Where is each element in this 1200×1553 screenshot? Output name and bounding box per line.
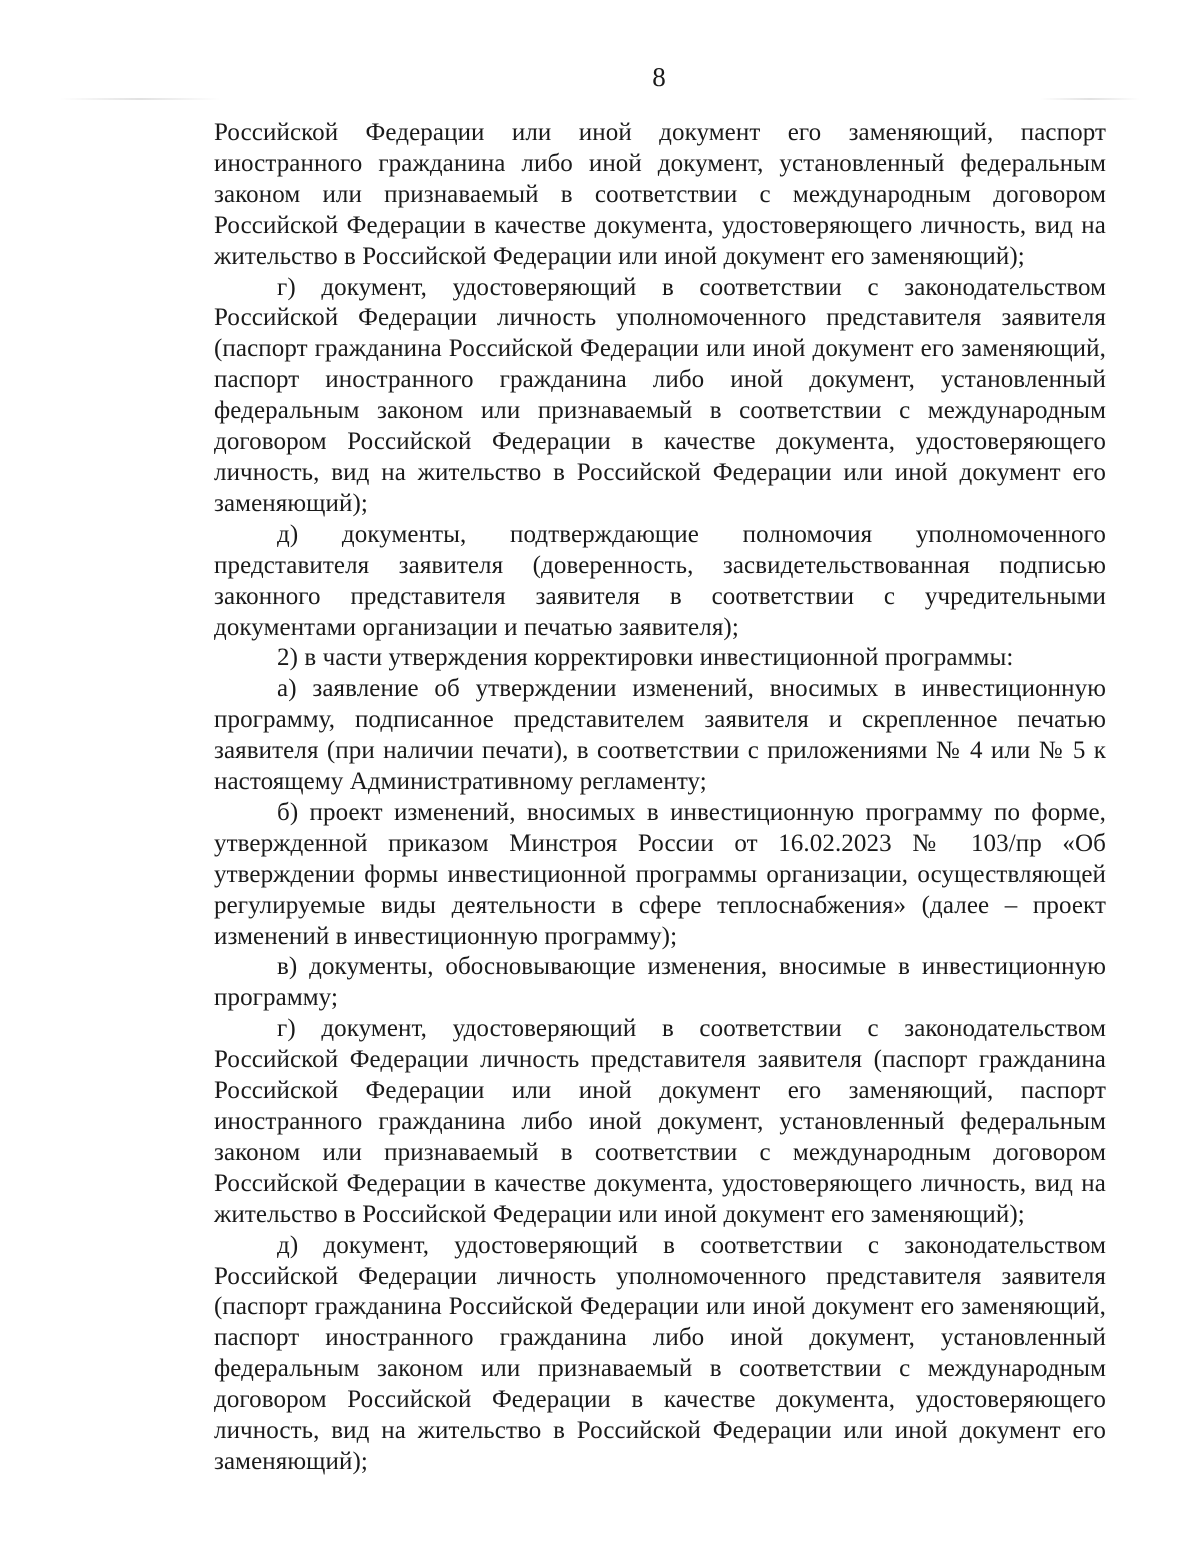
paragraph-item-d-first: д) документы, подтверждающие полномочия уполномоченного представителя заявителя (доверенность, засвидетельствованная подписью законного представителя заявителя в соответствии с учредительными документами организации и печатью заявителя);: [214, 520, 1106, 641]
paragraph-item-g-first: г) документ, удостоверяющий в соответствии с законодательством Российской Федерации личность уполномоченного представителя заявителя (паспорт гражданина Российской Федерации или иной документ его заменяющий, паспорт иностранного гражданина либо иной документ, установленный федеральным законом или признаваемый в соответствии с международным договором Российской Федерации в качестве документа, удостоверяющего личность, вид на жительство в Российской Федерации или иной документ его заменяющий);: [214, 273, 1106, 517]
paragraph-section-2: 2) в части утверждения корректировки инвестиционной программы:: [277, 644, 1014, 672]
paragraph-continuation: Российской Федерации или иной документ его заменяющий, паспорт иностранного гражданина либо иной документ, установленный федеральным законом или признаваемый в соответствии с международным договором Российской Федерации в качестве документа, удостоверяющего личность, вид на жительство в Российской Федерации или иной документ его заменяющий);: [214, 119, 1106, 270]
paragraph-item-g-second: г) документ, удостоверяющий в соответствии с законодательством Российской Федерации личность представителя заявителя (паспорт гражданина Российской Федерации или иной документ его заменяющий, паспорт иностранного гражданина либо иной документ, установленный федеральным законом или признаваемый в соответствии с международным договором Российской Федерации в качестве документа, удостоверяющего личность, вид на жительство в Российской Федерации или иной документ его заменяющий);: [214, 1015, 1106, 1228]
paragraph-item-b: б) проект изменений, вносимых в инвестиционную программу по форме, утвержденной приказом Минстроя России от 16.02.2023 № 103/пр «Об утверждении формы инвестиционной программы организации, осуществляющей регулируемые виды деятельности в сфере теплоснабжения» (далее – проект изменений в инвестиционную программу);: [214, 798, 1106, 950]
document-body: [214, 118, 1106, 1478]
page-number: 8: [652, 62, 666, 92]
scan-artifact-left: [60, 98, 220, 100]
paragraph-item-v: в) документы, обосновывающие изменения, вносимые в инвестиционную программу;: [214, 953, 1106, 1012]
scan-artifact-right: [1040, 98, 1140, 100]
paragraph-item-d-second: д) документ, удостоверяющий в соответствии с законодательством Российской Федерации личность уполномоченного представителя заявителя (паспорт гражданина Российской Федерации или иной документ его заменяющий, паспорт иностранного гражданина либо иной документ, установленный федеральным законом или признаваемый в соответствии с международным договором Российской Федерации в качестве документа, удостоверяющего личность, вид на жительство в Российской Федерации или иной документ его заменяющий);: [214, 1231, 1106, 1475]
paragraph-item-a: а) заявление об утверждении изменений, вносимых в инвестиционную программу, подписанное представителем заявителя и скрепленное печатью заявителя (при наличии печати), в соответствии с приложениями № 4 или № 5 к настоящему Административному регламенту;: [214, 675, 1106, 796]
